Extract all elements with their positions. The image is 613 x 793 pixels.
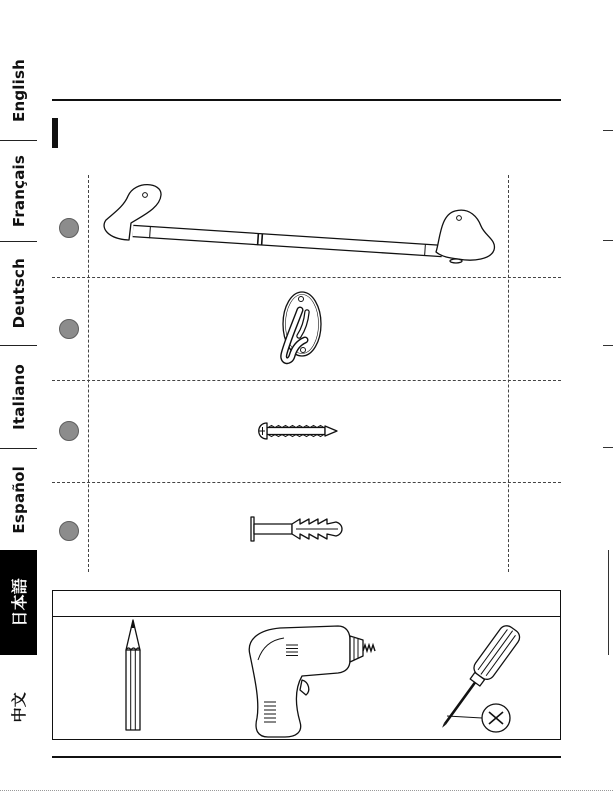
bottom-rule xyxy=(52,756,561,758)
parts-row-divider xyxy=(52,482,561,483)
parts-divider-left xyxy=(88,175,89,572)
part-marker-4 xyxy=(59,521,79,541)
tab-japanese[interactable] xyxy=(0,550,37,655)
crop-mark xyxy=(603,130,613,131)
wall-anchor-icon xyxy=(245,510,345,550)
tab-french[interactable] xyxy=(0,141,37,242)
tab-label-english: English xyxy=(9,58,28,122)
tab-label-italian: Italiano xyxy=(9,364,28,430)
tab-chinese[interactable] xyxy=(0,655,37,759)
part-marker-3 xyxy=(59,421,79,441)
crop-mark xyxy=(603,345,613,346)
page-edge xyxy=(0,790,613,791)
phillips-screwdriver-icon xyxy=(425,620,525,740)
tab-label-spanish: Español xyxy=(9,465,28,534)
power-drill-icon xyxy=(235,615,375,740)
robe-hook-icon xyxy=(255,285,350,370)
tab-label-french: Français xyxy=(9,154,28,228)
section-marker xyxy=(52,118,58,148)
tab-label-german: Deutsch xyxy=(9,258,28,329)
pencil-icon xyxy=(115,615,150,735)
part-marker-2 xyxy=(59,319,79,339)
parts-row-divider xyxy=(52,277,561,278)
tab-label-japanese: 日本語 xyxy=(10,578,29,627)
top-rule xyxy=(52,99,561,101)
tab-italian[interactable] xyxy=(0,346,37,449)
tab-spanish[interactable] xyxy=(0,449,37,550)
part-marker-1 xyxy=(59,218,79,238)
tab-german[interactable] xyxy=(0,242,37,346)
crop-mark xyxy=(603,240,613,241)
tab-label-chinese: 中文 xyxy=(10,691,28,723)
parts-divider-right xyxy=(508,175,509,572)
towel-bar-icon xyxy=(95,175,505,270)
tab-english[interactable] xyxy=(0,40,37,141)
parts-row-divider xyxy=(52,380,561,381)
crop-mark xyxy=(603,447,613,448)
screw-icon xyxy=(250,418,345,444)
tools-header xyxy=(53,591,560,617)
crop-mark xyxy=(608,550,609,655)
